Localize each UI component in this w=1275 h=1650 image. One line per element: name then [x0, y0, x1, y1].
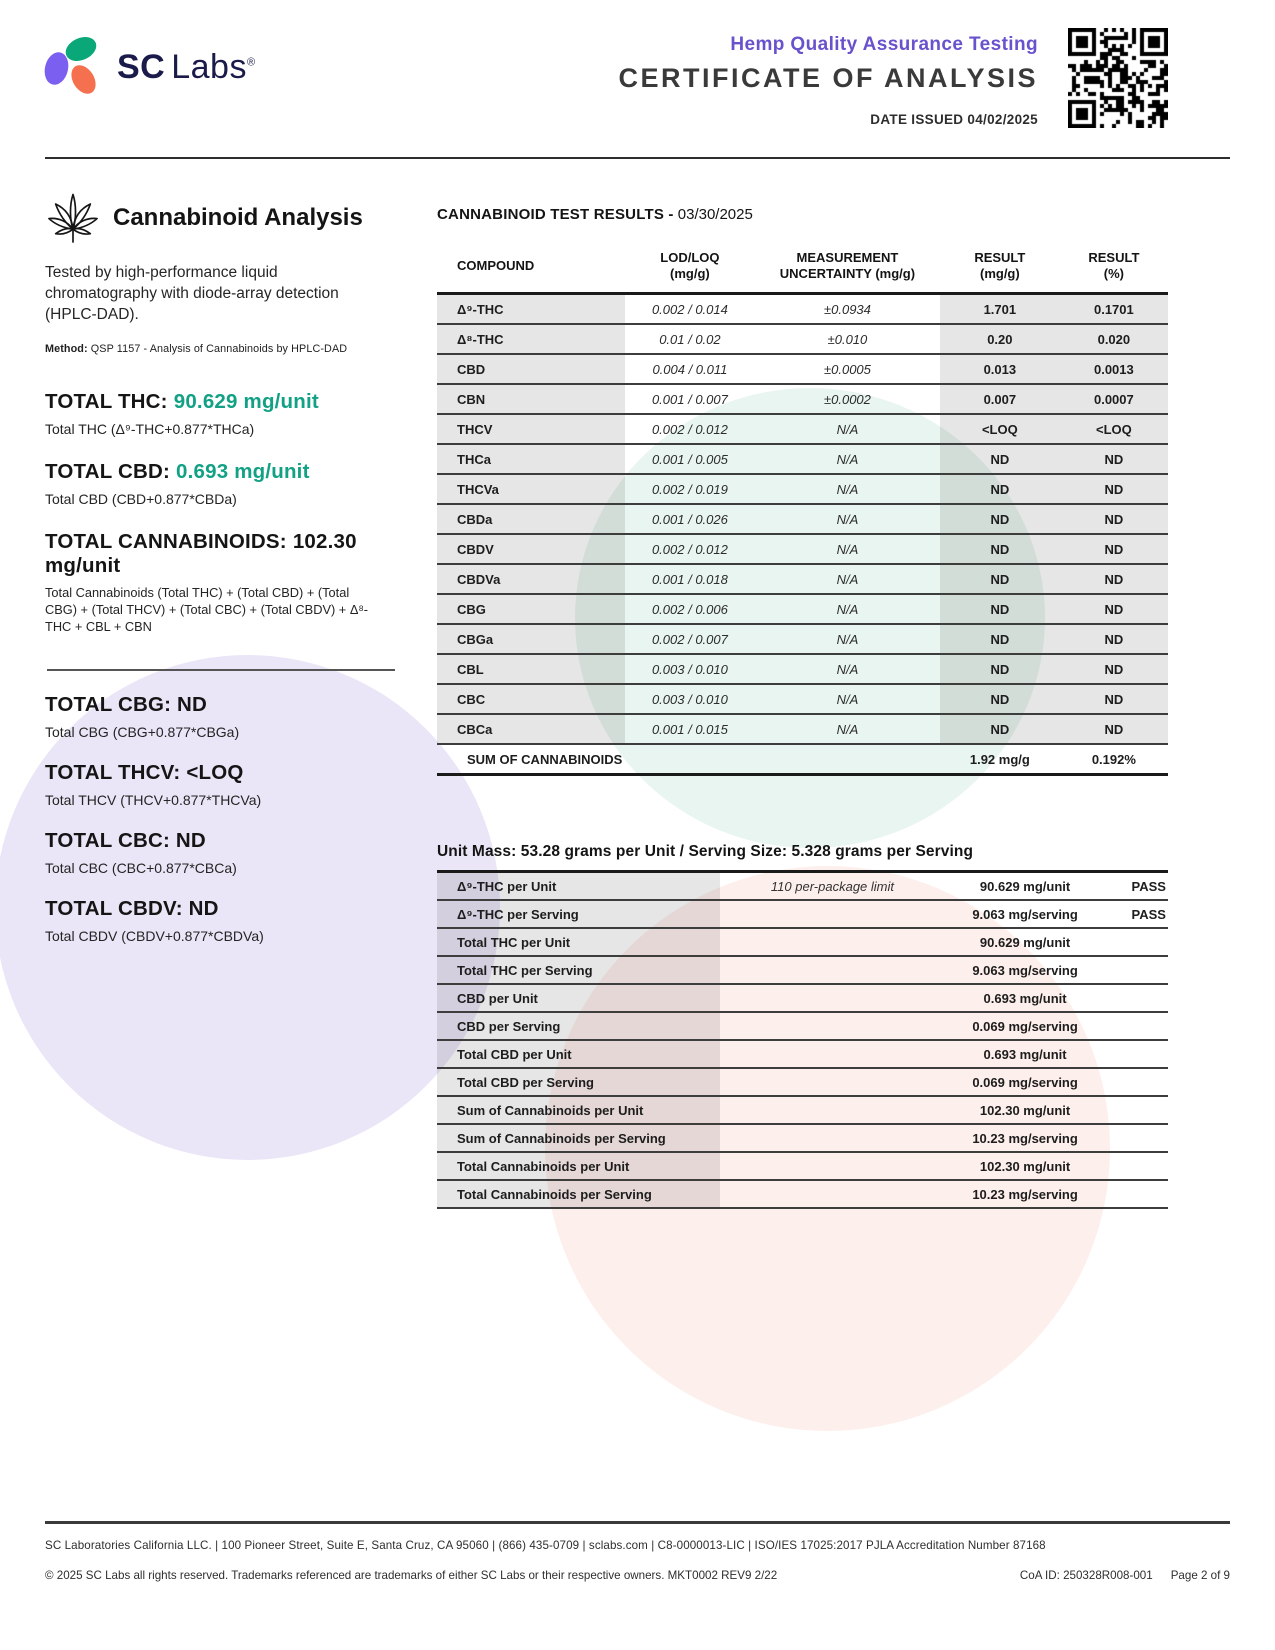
limit-cell	[720, 1153, 945, 1179]
limit-cell	[720, 1041, 945, 1067]
sum-pct-value: 0.192%	[1091, 751, 1136, 767]
lodloq-cell: 0.004 / 0.011	[652, 361, 728, 377]
method-description: Tested by high-performance liquid chromatography with diode-array detection (HPLC-DAD).	[45, 264, 339, 324]
serving-value-cell: 0.069 mg/serving	[972, 1074, 1078, 1090]
serving-table-row	[437, 1041, 1168, 1069]
section-header	[45, 190, 427, 246]
uncertainty-cell: N/A	[836, 631, 859, 647]
limit-cell	[720, 1069, 945, 1095]
sum-row	[437, 745, 1168, 776]
status-cell	[1105, 985, 1168, 1011]
compound-cell: CBN	[437, 385, 625, 413]
compound-cell: THCa	[437, 445, 625, 473]
column-header-lodloq: LOD/LOQ (mg/g)	[660, 249, 720, 281]
result-pct-cell: ND	[1060, 685, 1168, 713]
result-pct-cell: 0.0013	[1060, 355, 1168, 383]
sc-labs-logo	[45, 36, 256, 98]
table-row	[437, 655, 1168, 685]
table-row	[437, 295, 1168, 325]
compound-cell: CBDa	[437, 505, 625, 533]
column-header-result-mg: RESULT (mg/g)	[974, 249, 1026, 281]
total-thcv-label: TOTAL THCV: <LOQ	[45, 760, 244, 784]
total-cannabinoids-block	[45, 530, 427, 636]
total-cbdv-formula: Total CBDV (CBDV+0.877*CBDVa)	[45, 927, 264, 944]
serving-label-cell: Total THC per Serving	[437, 957, 720, 983]
serving-value-cell: 90.629 mg/unit	[979, 878, 1071, 894]
status-cell	[1105, 929, 1168, 955]
sc-labs-logo-mark-icon	[45, 36, 103, 98]
sum-label: SUM OF CANNABINOIDS	[467, 751, 623, 767]
document-title: CERTIFICATE OF ANALYSIS	[618, 63, 1038, 93]
result-mg-cell: 0.20	[940, 325, 1060, 353]
limit-cell	[720, 1181, 945, 1207]
serving-value-cell: 10.23 mg/serving	[972, 1186, 1078, 1202]
compound-cell: CBC	[437, 685, 625, 713]
result-mg-cell: <LOQ	[940, 415, 1060, 443]
total-cbdv-block	[45, 897, 427, 944]
serving-label-cell: CBD per Serving	[437, 1013, 720, 1039]
lodloq-cell: 0.002 / 0.014	[651, 301, 728, 317]
results-title: CANNABINOID TEST RESULTS - 03/30/2025	[437, 206, 753, 223]
serving-table-row	[437, 901, 1168, 929]
limit-cell	[720, 1013, 945, 1039]
total-thc-label: TOTAL THC:	[45, 390, 168, 414]
result-pct-cell: ND	[1060, 535, 1168, 563]
total-cbd-block	[45, 460, 427, 507]
result-pct-cell: 0.0007	[1060, 385, 1168, 413]
footer-copyright: © 2025 SC Labs all rights reserved. Trademarks referenced are trademarks of either SC Labs or their respective owners. MKT0002 REV9 2/22	[45, 1569, 778, 1582]
result-pct-cell: 0.1701	[1060, 295, 1168, 323]
table-row	[437, 715, 1168, 745]
lodloq-cell: 0.002 / 0.019	[651, 481, 728, 497]
limit-cell: 110 per-package limit	[770, 878, 894, 894]
result-mg-cell: ND	[940, 475, 1060, 503]
column-header-compound: COMPOUND	[457, 257, 535, 273]
result-mg-cell: ND	[940, 625, 1060, 653]
total-thc-block	[45, 390, 427, 437]
compound-cell: CBD	[437, 355, 625, 383]
table-row	[437, 625, 1168, 655]
total-cbg-block	[45, 693, 427, 740]
compound-cell: CBL	[437, 655, 625, 683]
result-mg-cell: 1.701	[940, 295, 1060, 323]
serving-table-row	[437, 929, 1168, 957]
table-row	[437, 565, 1168, 595]
logo-wordmark: SC Labs®	[117, 47, 256, 86]
table-row	[437, 325, 1168, 355]
result-mg-cell: 0.007	[940, 385, 1060, 413]
status-cell	[1105, 1013, 1168, 1039]
summary-divider	[47, 669, 395, 671]
total-cbd-formula: Total CBD (CBD+0.877*CBDa)	[45, 491, 237, 508]
program-title: Hemp Quality Assurance Testing	[730, 34, 1038, 55]
compound-cell: CBGa	[437, 625, 625, 653]
page-footer	[45, 1521, 1230, 1582]
table-row	[437, 475, 1168, 505]
serving-label-cell: Total Cannabinoids per Serving	[437, 1181, 720, 1207]
result-mg-cell: ND	[940, 595, 1060, 623]
serving-label-cell: CBD per Unit	[437, 985, 720, 1011]
lodloq-cell: 0.002 / 0.007	[651, 631, 728, 647]
status-cell	[1105, 1097, 1168, 1123]
per-unit-serving-table	[437, 870, 1168, 1209]
serving-label-cell: Sum of Cannabinoids per Unit	[437, 1097, 720, 1123]
total-cbc-formula: Total CBC (CBC+0.877*CBCa)	[45, 859, 237, 876]
uncertainty-cell: N/A	[836, 451, 859, 467]
result-pct-cell: ND	[1060, 505, 1168, 533]
result-pct-cell: 0.020	[1060, 325, 1168, 353]
lodloq-cell: 0.003 / 0.010	[651, 661, 728, 677]
serving-value-cell: 9.063 mg/serving	[972, 962, 1078, 978]
section-title: Cannabinoid Analysis	[113, 204, 363, 231]
compound-cell: CBG	[437, 595, 625, 623]
header-title-block	[618, 34, 1038, 127]
result-mg-cell: ND	[940, 505, 1060, 533]
uncertainty-cell: N/A	[836, 511, 859, 527]
total-thc-formula: Total THC (Δ⁹-THC+0.877*THCa)	[45, 421, 255, 438]
status-cell	[1105, 1041, 1168, 1067]
status-cell	[1105, 1069, 1168, 1095]
uncertainty-cell: N/A	[836, 691, 859, 707]
serving-value-cell: 0.069 mg/serving	[972, 1018, 1078, 1034]
result-pct-cell: ND	[1060, 595, 1168, 623]
limit-cell	[720, 901, 945, 927]
serving-table-row	[437, 1181, 1168, 1209]
compound-cell: CBCa	[437, 715, 625, 743]
table-row	[437, 355, 1168, 385]
uncertainty-cell: N/A	[836, 721, 859, 737]
result-pct-cell: ND	[1060, 565, 1168, 593]
serving-table-row	[437, 1125, 1168, 1153]
serving-value-cell: 0.693 mg/unit	[983, 990, 1067, 1006]
result-pct-cell: ND	[1060, 445, 1168, 473]
uncertainty-cell: N/A	[836, 661, 859, 677]
serving-value-cell: 9.063 mg/serving	[972, 906, 1078, 922]
serving-value-cell: 10.23 mg/serving	[972, 1130, 1078, 1146]
table-row	[437, 685, 1168, 715]
unit-mass-line: Unit Mass: 53.28 grams per Unit / Serving Size: 5.328 grams per Serving	[437, 843, 974, 860]
lodloq-cell: 0.01 / 0.02	[659, 331, 721, 347]
method-line: Method: QSP 1157 - Analysis of Cannabinoids by HPLC-DAD	[45, 343, 348, 356]
total-cbc-block	[45, 829, 427, 876]
result-pct-cell: ND	[1060, 655, 1168, 683]
lodloq-cell: 0.002 / 0.012	[651, 541, 728, 557]
result-mg-cell: ND	[940, 655, 1060, 683]
serving-label-cell: Total Cannabinoids per Unit	[437, 1153, 720, 1179]
status-cell: PASS	[1131, 878, 1166, 894]
lodloq-cell: 0.001 / 0.005	[651, 451, 728, 467]
serving-label-cell: Sum of Cannabinoids per Serving	[437, 1125, 720, 1151]
limit-cell	[720, 957, 945, 983]
table-header-row	[437, 239, 1168, 295]
result-mg-cell: ND	[940, 445, 1060, 473]
serving-table-row	[437, 1013, 1168, 1041]
limit-cell	[720, 1097, 945, 1123]
serving-table-row	[437, 873, 1168, 901]
result-mg-cell: ND	[940, 685, 1060, 713]
cannabinoid-results-table	[437, 239, 1168, 776]
lodloq-cell: 0.001 / 0.026	[651, 511, 728, 527]
serving-value-cell: 102.30 mg/unit	[979, 1102, 1071, 1118]
serving-table-row	[437, 1153, 1168, 1181]
cannabis-leaf-icon	[45, 190, 101, 246]
table-row	[437, 595, 1168, 625]
uncertainty-cell: N/A	[836, 481, 859, 497]
uncertainty-cell: N/A	[836, 541, 859, 557]
result-pct-cell: ND	[1060, 625, 1168, 653]
total-thc-value: 90.629 mg/unit	[173, 390, 319, 414]
compound-cell: THCV	[437, 415, 625, 443]
limit-cell	[720, 1125, 945, 1151]
table-row	[437, 535, 1168, 565]
footer-divider	[45, 1521, 1230, 1524]
uncertainty-cell: N/A	[836, 601, 859, 617]
compound-cell: Δ⁸-THC	[437, 325, 625, 353]
qr-code-icon	[1068, 28, 1168, 128]
table-row	[437, 415, 1168, 445]
serving-table-row	[437, 957, 1168, 985]
compound-cell: CBDVa	[437, 565, 625, 593]
lodloq-cell: 0.002 / 0.012	[651, 421, 728, 437]
result-pct-cell: ND	[1060, 715, 1168, 743]
lodloq-cell: 0.001 / 0.018	[651, 571, 728, 587]
total-cannabinoids-formula: Total Cannabinoids (Total THC) + (Total CBD) + (Total CBG) + (Total THCV) + (Total CBC) + (Total CBDV) + Δ⁸-THC + CBL + CBN	[45, 585, 369, 635]
result-pct-cell: ND	[1060, 475, 1168, 503]
uncertainty-cell: ±0.0002	[823, 391, 871, 407]
serving-table-row	[437, 985, 1168, 1013]
uncertainty-cell: ±0.0934	[823, 301, 871, 317]
sum-mg-value: 1.92 mg/g	[969, 751, 1030, 767]
column-header-uncertainty: MEASUREMENT UNCERTAINTY (mg/g)	[779, 249, 916, 281]
result-mg-cell: ND	[940, 535, 1060, 563]
total-thcv-formula: Total THCV (THCV+0.877*THCVa)	[45, 791, 262, 808]
serving-table-row	[437, 1097, 1168, 1125]
table-row	[437, 385, 1168, 415]
serving-value-cell: 0.693 mg/unit	[983, 1046, 1067, 1062]
total-cbdv-label: TOTAL CBDV: ND	[45, 896, 219, 920]
result-mg-cell: 0.013	[940, 355, 1060, 383]
total-cannabinoids-value: 102.30 mg/unit	[45, 530, 357, 578]
uncertainty-cell: N/A	[836, 421, 859, 437]
total-cbd-value: 0.693 mg/unit	[176, 460, 310, 484]
uncertainty-cell: N/A	[836, 571, 859, 587]
serving-label-cell: Δ⁹-THC per Unit	[437, 873, 720, 899]
serving-label-cell: Total CBD per Unit	[437, 1041, 720, 1067]
compound-cell: Δ⁹-THC	[437, 295, 625, 323]
total-thcv-block	[45, 761, 427, 808]
status-cell	[1105, 1125, 1168, 1151]
column-header-result-pct: RESULT (%)	[1088, 249, 1140, 281]
status-cell	[1105, 1153, 1168, 1179]
serving-value-cell: 102.30 mg/unit	[979, 1158, 1071, 1174]
table-row	[437, 445, 1168, 475]
compound-cell: THCVa	[437, 475, 625, 503]
lodloq-cell: 0.002 / 0.006	[651, 601, 728, 617]
logo-coral-bean-icon	[66, 61, 100, 98]
uncertainty-cell: ±0.010	[827, 331, 868, 347]
serving-label-cell: Total THC per Unit	[437, 929, 720, 955]
total-cbd-label: TOTAL CBD:	[45, 460, 170, 484]
total-cbc-label: TOTAL CBC: ND	[45, 828, 206, 852]
serving-label-cell: Total CBD per Serving	[437, 1069, 720, 1095]
uncertainty-cell: ±0.0005	[823, 361, 871, 377]
status-cell	[1105, 1181, 1168, 1207]
serving-value-cell: 90.629 mg/unit	[979, 934, 1071, 950]
compound-cell: CBDV	[437, 535, 625, 563]
footer-coa-id: CoA ID: 250328R008-001 Page 2 of 9	[1019, 1569, 1230, 1582]
table-row	[437, 505, 1168, 535]
serving-table-row	[437, 1069, 1168, 1097]
date-issued: DATE ISSUED 04/02/2025	[870, 112, 1038, 127]
summary-column	[45, 190, 427, 965]
total-cbg-formula: Total CBG (CBG+0.877*CBGa)	[45, 723, 240, 740]
status-cell	[1105, 957, 1168, 983]
result-mg-cell: ND	[940, 565, 1060, 593]
footer-lab-info: SC Laboratories California LLC. | 100 Pioneer Street, Suite E, Santa Cruz, CA 95060 | (866) 435-0709 | sclabs.com | C8-0000013-LIC | ISO/IES 17025:2017 PJLA Accreditation Number 87168	[45, 1539, 1046, 1552]
lodloq-cell: 0.001 / 0.007	[651, 391, 728, 407]
result-pct-cell: <LOQ	[1060, 415, 1168, 443]
lodloq-cell: 0.001 / 0.015	[651, 721, 728, 737]
limit-cell	[720, 929, 945, 955]
results-column	[437, 206, 1168, 1209]
lodloq-cell: 0.003 / 0.010	[651, 691, 728, 707]
header-divider	[45, 157, 1230, 159]
result-mg-cell: ND	[940, 715, 1060, 743]
status-cell: PASS	[1131, 906, 1166, 922]
total-cannabinoids-label: TOTAL CANNABINOIDS:	[45, 530, 287, 554]
serving-label-cell: Δ⁹-THC per Serving	[437, 901, 720, 927]
limit-cell	[720, 985, 945, 1011]
total-cbg-label: TOTAL CBG: ND	[45, 692, 208, 716]
